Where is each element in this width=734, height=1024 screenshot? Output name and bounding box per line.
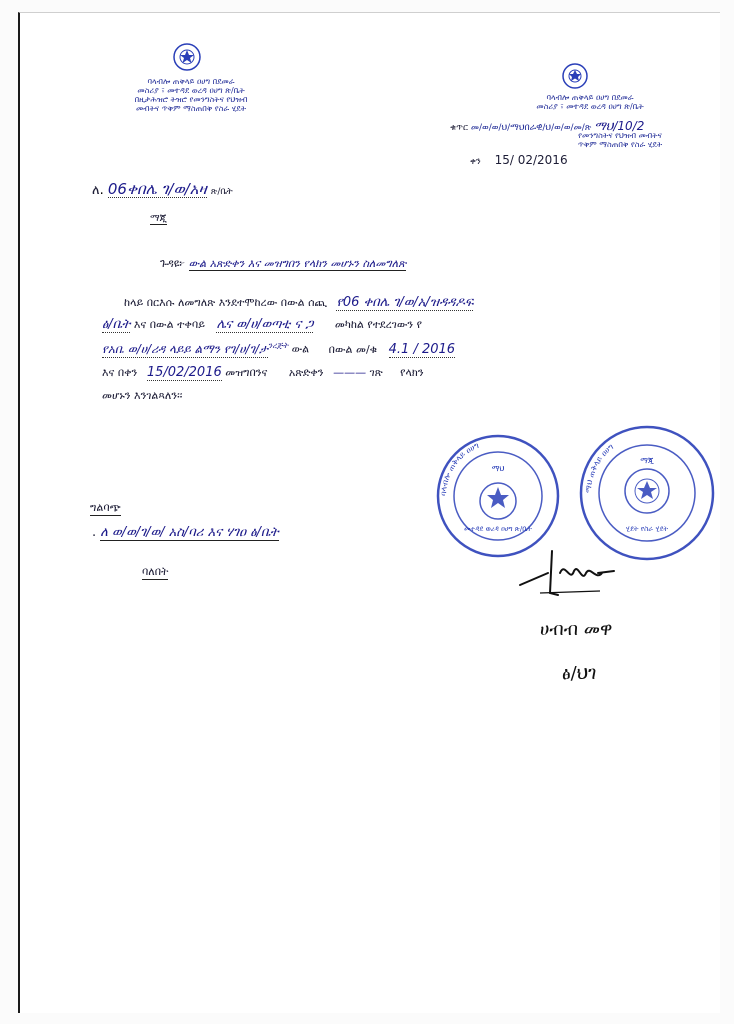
recipient-office: ጽ/ቤት xyxy=(210,187,233,197)
subject-line xyxy=(160,257,406,271)
emblem-right-icon xyxy=(560,61,590,91)
cc-recipient: ለ ወ/ወ/ገ/ወ/ አስ/ባሪ እና ሃገዐ ፅ/ቤት xyxy=(100,525,279,540)
body-text: ገጽ xyxy=(369,366,383,379)
signer-title: ፅ/ህገ xyxy=(562,663,597,684)
body-line-5: መሆኑን እንገልጻለን፡፡ xyxy=(102,389,183,402)
stamp-right-bottom-text: ሂደት የስራ ሂደት xyxy=(625,525,669,533)
body-line-2 xyxy=(102,317,422,333)
signature-scribble-icon xyxy=(510,543,620,603)
body-handwriting: 4.1 / 2016 xyxy=(388,341,456,357)
stamp-left-bottom-text: መተዳደ ወረዳ ዐሀግ ጽ/ቤት xyxy=(464,525,532,533)
date-label: ቀን xyxy=(470,157,481,167)
body-handwriting: የ06 ቀበሌ ገ/ወ/አ/ዝዳዳዶፍ xyxy=(336,295,474,310)
body-handwriting: የአቤ ወ/ሀ/ሪዳ ላይይ ልማን የገ/ሀ/ገ/ታ xyxy=(102,341,269,356)
stamp-left-center-text: ማህ xyxy=(491,464,505,473)
body-text: የላክን xyxy=(400,366,424,379)
left-header-line: መስሪያ ፣ መተዳደ ወረዳ ዐሀግ ጽ/ቤት xyxy=(137,86,245,95)
body-handwriting: ፅ/ቤት xyxy=(102,317,131,332)
body-line-3 xyxy=(102,341,455,358)
body-handwriting: 15/02/2016 xyxy=(146,365,222,380)
ref-label: ቁጥር xyxy=(450,123,468,133)
body-text: እና በውል ተቀባይ xyxy=(133,318,205,331)
stamp-right-ring-text: ማህ ጠቅላይ ዐሀግ xyxy=(583,442,616,494)
left-header-line: በዚታሕዝሮ ትዝሮ የመንግስትና የህዝብ xyxy=(134,95,248,104)
left-header xyxy=(106,77,276,113)
stamp-left-ring-text: ባላብሎ ጠቅላይ ዐሀግ xyxy=(438,440,481,497)
left-header-line: መብትና ጥቅም ማስጠበቅ የስራ ሂደት xyxy=(135,104,247,113)
right-header-line: ባላብሎ ጠቅላይ ዐሀግ በደመራ xyxy=(546,93,634,102)
right-header-line: የመንግስትና የህዝብ መብትና xyxy=(578,131,662,140)
right-header-lower xyxy=(560,131,680,149)
body-line-4 xyxy=(102,365,424,381)
emblem-left-icon xyxy=(170,41,204,73)
body-dash: ——— xyxy=(333,366,367,379)
cc-location: ባለበት xyxy=(142,565,169,578)
subject-label: ጉዳዩ፦ xyxy=(160,257,186,270)
left-header-line: ባላብሎ ጠቅላይ ዐሀግ በደመራ xyxy=(147,77,235,86)
cc-line: . ለ ወ/ወ/ገ/ወ/ አስ/ባሪ እና ሃገዐ ፅ/ቤት xyxy=(92,525,279,540)
body-text: በውል መ/ቁ xyxy=(328,342,378,356)
right-header xyxy=(510,93,670,111)
body-text: ከላይ በርእሱ ለመግለጽ እንደተሞከረው በውል ሰጪ xyxy=(124,296,327,309)
right-header-line: ጥቅም ማስጠበቅ የስራ ሂደት xyxy=(577,140,663,149)
recipient-city: ማጂ xyxy=(150,213,167,224)
body-handwriting: ሌና ወ/ሀ/ወጣቲ ና ጋ xyxy=(216,317,314,332)
right-header-line: መስሪያ ፣ መተዳደ ወረዳ ዐሀግ ጽ/ቤት xyxy=(536,102,644,111)
recipient-line: ለ. 06ቀበሌ ገ/ወ/አዛ ጽ/ቤት xyxy=(92,180,233,198)
body-text: መዝግበንና xyxy=(225,366,268,379)
official-stamp-left-icon xyxy=(428,431,568,561)
signer-name: ሀብብ መዋ xyxy=(540,619,613,640)
body-text: እና በቀን xyxy=(102,366,138,379)
ref-value: መ/ወ/ወ/ህ/ማህበራዊ/ህ/ወ/ወ/መ/ጽ xyxy=(470,123,592,133)
body-text: መካከል የተደረገውን የ xyxy=(334,318,423,331)
subject-text: ውል አጽድቀን እና መዝግበን የላክን መሆኑን ስለመግለጽ xyxy=(188,257,407,270)
date-line xyxy=(470,153,568,167)
body-text: አጽድቀን xyxy=(288,366,324,379)
cc-label: ግልባጭ xyxy=(90,501,121,514)
body-text: ውል xyxy=(291,342,310,356)
date-value: 15/ 02/2016 xyxy=(494,153,568,167)
document-page xyxy=(18,12,720,1013)
stamp-right-center-text: ማጂ xyxy=(640,456,654,465)
recipient-name: 06ቀበሌ ገ/ወ/አዛ xyxy=(107,180,207,198)
ref-handwritten: ማህ/10/2 xyxy=(594,119,645,133)
body-handwriting-superscript: ንረጅት xyxy=(268,341,289,350)
body-line-1 xyxy=(124,295,473,311)
recipient-prefix: ለ xyxy=(92,183,100,198)
